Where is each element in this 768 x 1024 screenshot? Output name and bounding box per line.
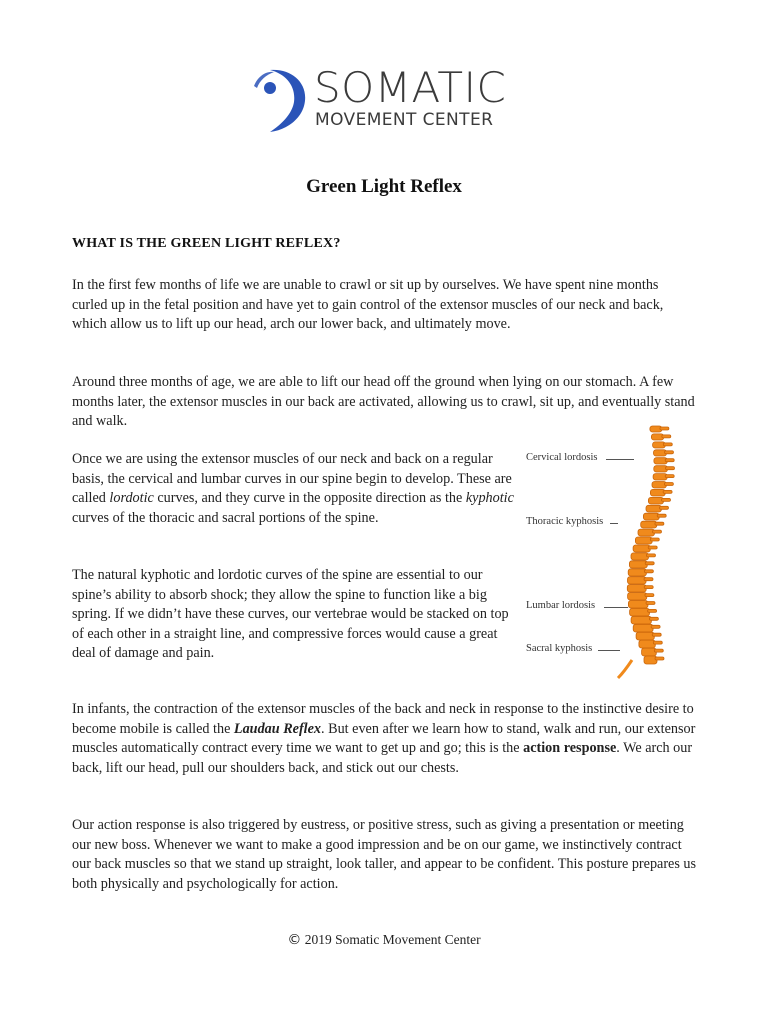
vertebra: [643, 513, 659, 520]
spine-label-sacral: Sacral kyphosis: [526, 643, 593, 654]
vertebra-process: [653, 530, 662, 533]
vertebra-process: [645, 562, 654, 565]
paragraph-2: Around three months of age, we are able to lift our head off the ground when lying on our stomach. A few months later, the extensor muscles in our back are activated, allowing us to crawl, sit up, and eventually stand and walk.: [72, 374, 695, 429]
vertebra: [635, 537, 652, 544]
vertebra: [628, 593, 647, 600]
vertebra: [638, 529, 655, 536]
paragraph-5-text-b: . But even after we learn how to stand, walk and run, our extensor muscles automatically contract every time we want to get up and go; this is the: [72, 720, 696, 756]
vertebra-process: [649, 617, 658, 620]
term-lordotic: lordotic: [109, 490, 154, 506]
footer: [0, 932, 768, 948]
spine-pointer-cervical: [606, 459, 634, 460]
vertebra-process: [655, 522, 664, 525]
vertebra: [633, 545, 650, 552]
vertebra: [641, 521, 657, 528]
logo-text-somatic: SOMATIC: [314, 63, 507, 112]
spine-pointer-lumbar: [604, 607, 628, 608]
vertebra-process: [665, 475, 674, 478]
vertebra-process: [666, 467, 675, 470]
vertebra-process: [664, 483, 673, 486]
vertebra: [628, 569, 646, 576]
term-action-response: action response: [523, 740, 617, 756]
vertebra-process: [646, 602, 655, 605]
vertebra-process: [644, 570, 653, 573]
footer-text: 2019 Somatic Movement Center: [304, 932, 481, 947]
spine-pointer-sacral: [598, 650, 620, 651]
spine-label-thoracic: Thoracic kyphosis: [526, 516, 604, 527]
term-kyphotic: kyphotic: [465, 490, 514, 506]
vertebra-process: [645, 594, 654, 597]
vertebra: [629, 561, 647, 568]
section-heading: WHAT IS THE GREEN LIGHT REFLEX?: [72, 236, 341, 251]
vertebra-process: [654, 649, 663, 652]
vertebra-process: [662, 435, 671, 438]
vertebra: [639, 640, 655, 648]
vertebra-process: [647, 554, 656, 557]
vertebra: [630, 608, 650, 616]
vertebra: [628, 601, 648, 609]
vertebra: [633, 624, 653, 632]
vertebra-process: [660, 506, 669, 509]
paragraph-3-text-b: curves, and they curve in the opposite direction as the: [153, 490, 466, 506]
coccyx: [618, 660, 632, 678]
paragraph-6: Our action response is also triggered by eustress, or positive stress, such as giving a presentation or meeting our new boss. Whenever we want to make a good impression and be on our game, we instinctively contract our back muscles so that we stand up straight, look taller, and appear to be confident. This posture prepares us both physically and psychologically for action.: [72, 817, 697, 892]
spine-label-lumbar: Lumbar lordosis: [526, 600, 596, 611]
vertebra-process: [652, 633, 661, 636]
spine-diagram: [520, 420, 690, 682]
vertebra: [631, 553, 649, 560]
vertebra: [627, 585, 646, 592]
term-laudau-reflex: Laudau Reflex: [233, 720, 322, 737]
paragraph-3-text-a: Once we are using the extensor muscles of our neck and back on a regular basis, the cervical and lumbar curves in our spine begin to develop. These are called: [72, 451, 512, 506]
paragraph-5-text-a: In infants, the contraction of the extensor muscles of the back and neck in response to the instinctive desire to become mobile is called the: [72, 701, 694, 737]
spine-pointer-thoracic: [610, 523, 618, 524]
vertebra: [631, 616, 651, 624]
vertebra-process: [648, 546, 657, 549]
paragraph-1: In the first few months of life we are unable to crawl or sit up by ourselves. We have spent nine months curled up in the fetal position and have yet to gain control of the extensor muscles of our neck and back, which allow us to lift up our head, arch our lower back, and ultimately move.: [72, 277, 664, 332]
vertebra-process: [660, 427, 669, 430]
vertebra-process: [665, 451, 674, 454]
vertebra-process: [651, 625, 660, 628]
vertebra: [646, 505, 661, 512]
paragraph-3-text-c: curves of the thoracic and sacral portions of the spine.: [72, 509, 379, 526]
paragraph-4: The natural kyphotic and lordotic curves of the spine are essential to our spine’s ability to absorb shock; they allow the spine to function like a big spring. If we didn’t have these curves, our vertebrae would be stacked on top of each other in a straight line, and compressive forces would cause a great deal of damage and pain.: [72, 567, 509, 661]
copyright-symbol: ©: [287, 932, 302, 948]
vertebra: [628, 577, 647, 584]
logo-text-movement-center: MOVEMENT CENTER: [315, 110, 494, 130]
paragraph-3: [72, 450, 514, 528]
vertebra-process: [650, 538, 659, 541]
paragraph-5: [72, 700, 697, 778]
vertebra-process: [655, 657, 664, 660]
vertebra-process: [648, 609, 657, 612]
vertebra-process: [644, 586, 653, 589]
spine-label-cervical: Cervical lordosis: [526, 452, 598, 463]
vertebra-process: [662, 498, 671, 501]
logo: [248, 64, 518, 134]
vertebra: [636, 632, 654, 640]
page-title: Green Light Reflex: [306, 176, 462, 197]
vertebra-process: [644, 578, 653, 581]
paragraph-5-text-c: . We arch our back, lift our head, pull our shoulders back, and stick out our chests.: [72, 740, 693, 776]
vertebra-process: [663, 443, 672, 446]
logo-mark-icon: [248, 64, 312, 134]
vertebra-process: [657, 514, 666, 517]
vertebra-process: [653, 641, 662, 644]
vertebra: [642, 648, 657, 656]
vertebra-process: [665, 459, 674, 462]
vertebra-process: [663, 490, 672, 493]
